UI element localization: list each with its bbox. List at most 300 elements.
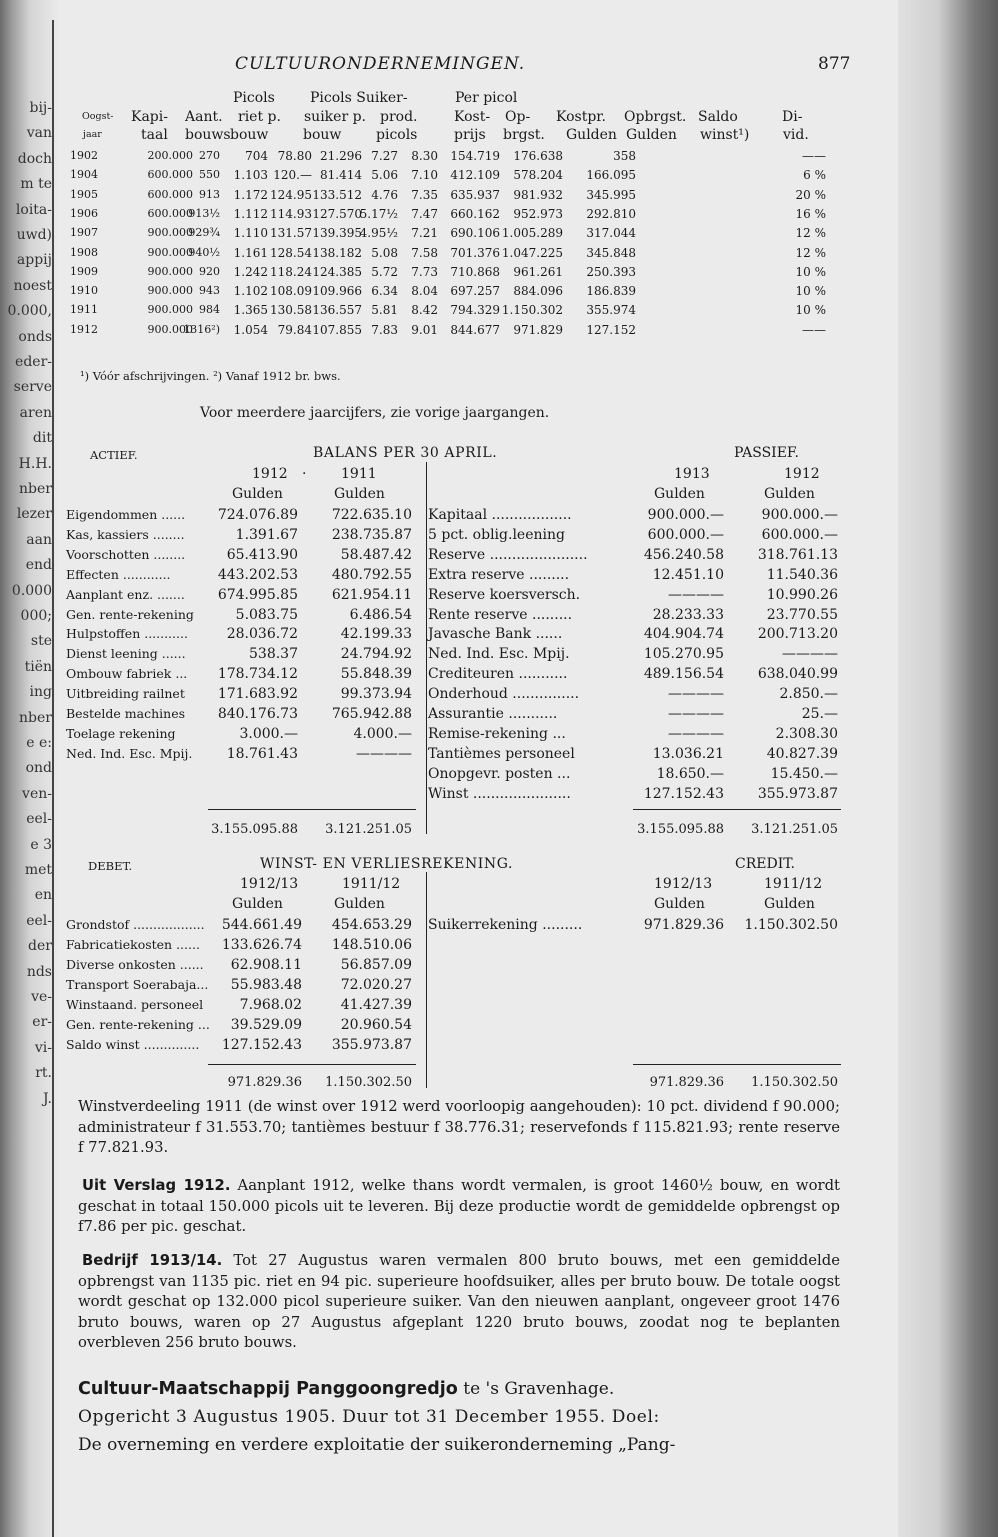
asset-value-1912: 178.734.12	[217, 666, 298, 683]
table-cell: 412.109	[450, 168, 500, 183]
table-cell: 250.393	[586, 264, 636, 279]
table-cell: 133.512	[312, 187, 362, 202]
debit-value-1912-13: 55.983.48	[230, 977, 302, 993]
credit-label: CREDIT.	[735, 856, 795, 872]
table-cell: 12 %	[795, 226, 826, 241]
table-cell: 7.58	[411, 245, 438, 260]
currency-header: Gulden	[764, 486, 815, 502]
table-cell: 1.054	[233, 322, 268, 337]
table-cell: 120.—	[273, 168, 312, 183]
table-cell: 971.829	[513, 322, 563, 337]
debet-label: DEBET.	[88, 859, 133, 873]
table-cell: 1316²)	[183, 322, 220, 336]
credit-value-1912-13: 971.829.36	[643, 917, 724, 933]
table-cell: 1909	[70, 264, 98, 278]
debit-label: Grondstof ..................	[66, 917, 205, 932]
table-cell: 1.172	[233, 187, 268, 202]
table-cell: 7.27	[371, 149, 398, 163]
gutter-fragment: appij	[16, 252, 52, 269]
liability-value-1912: 900.000.—	[761, 507, 838, 523]
table-cell: 20 %	[795, 187, 826, 202]
gutter-fragment: met	[24, 862, 52, 878]
liability-label: Reserve koersversch.	[428, 586, 581, 603]
liability-label: Rente reserve .........	[428, 606, 573, 623]
gutter-fragment: ond	[25, 760, 52, 777]
liability-label: Onderhoud ...............	[428, 686, 580, 703]
liability-label: Javasche Bank ......	[428, 626, 563, 643]
table-cell: 136.557	[312, 303, 362, 318]
table-cell: 952.973	[513, 206, 563, 221]
table-cell: 1908	[70, 245, 98, 259]
table-cell: 108.09	[270, 284, 312, 299]
table-cell: 7.10	[411, 168, 438, 183]
table-cell: 940½	[188, 245, 220, 259]
debit-value-1911-12: 148.510.06	[331, 937, 412, 953]
liability-value-1913: 13.036.21	[652, 745, 724, 762]
table-cell: 8.42	[411, 303, 438, 318]
table-cell: 130.58	[270, 303, 312, 318]
year-header: 1912/13	[240, 876, 299, 892]
table-cell: 6.34	[371, 284, 398, 299]
table-cell: 704	[245, 149, 268, 163]
liability-value-1912: 355.973.87	[757, 785, 838, 802]
header-cell: Saldo	[698, 109, 738, 125]
gutter-fragment: uwd)	[16, 227, 52, 243]
gutter-fragment: end	[25, 557, 52, 574]
table-cell: 358	[613, 149, 636, 163]
liability-label: 5 pct. oblig.leening	[428, 526, 565, 543]
liability-value-1912: 23.770.55	[766, 606, 838, 623]
header-cell: Oogst-	[82, 111, 114, 122]
asset-label: Bestelde machines	[66, 706, 186, 721]
table-cell: 1.161	[233, 245, 268, 260]
liability-value-1912: 10.990.26	[766, 586, 838, 603]
liability-value-1913: ————	[668, 586, 724, 603]
liability-label: Assurantie ...........	[428, 706, 558, 722]
header-cell: prijs	[454, 127, 486, 143]
header-cell: bouw	[303, 127, 342, 143]
page	[58, 0, 898, 1537]
page-number: 877	[818, 54, 851, 74]
table-cell: 292.810	[586, 206, 636, 221]
table-cell: 139.395	[312, 226, 362, 241]
gutter-fragment: eder-	[15, 354, 52, 370]
table-cell: 844.677	[450, 322, 500, 337]
gutter-fragment: serve	[13, 379, 52, 396]
header-cell: riet p.	[238, 109, 281, 125]
header-cell: suiker p.	[304, 109, 367, 125]
liability-label: Kapitaal ..................	[428, 507, 572, 523]
table-cell: 550	[199, 168, 220, 182]
liability-value-1912: 2.850.—	[779, 686, 838, 703]
debit-value-1911-12: 20.960.54	[340, 1017, 412, 1033]
company-founded-line: Opgericht 3 Augustus 1905. Duur tot 31 December 1955. Doel:	[78, 1407, 660, 1427]
liability-label: Remise-rekening ...	[428, 725, 566, 742]
asset-value-1911: 621.954.11	[331, 586, 412, 603]
header-cell: Aant.	[185, 109, 223, 125]
header-cell: Opbrgst.	[624, 109, 687, 125]
header-cell: winst¹)	[700, 127, 750, 143]
debit-value-1911-12: 355.973.87	[331, 1037, 412, 1053]
currency-header: Gulden	[654, 486, 705, 502]
table-cell: ——	[802, 322, 826, 337]
table-cell: 1.047.225	[501, 245, 563, 260]
table-cell: 131.57	[270, 226, 312, 241]
column-rule	[426, 462, 427, 834]
asset-value-1911: 480.792.55	[331, 566, 412, 583]
asset-value-1911: 24.794.92	[340, 646, 412, 663]
debit-value-1911-12: 72.020.27	[340, 977, 412, 993]
bedrijf-paragraph	[78, 1251, 840, 1354]
table-cell: 1907	[70, 226, 98, 240]
debit-value-1911-12: 454.653.29	[331, 917, 412, 933]
liability-label: Reserve ......................	[428, 546, 588, 563]
asset-value-1911: 722.635.10	[331, 507, 412, 523]
debit-value-1912-13: 62.908.11	[230, 957, 302, 973]
asset-value-1911: 55.848.39	[340, 666, 412, 683]
currency-header: Gulden	[334, 486, 385, 502]
table-cell: 1912	[70, 322, 98, 336]
table-cell: 9.01	[411, 322, 438, 337]
header-cell: Picols Suiker-	[310, 90, 408, 106]
table-cell: 900.000	[147, 322, 193, 336]
table-cell: 10 %	[795, 303, 826, 318]
gutter-fragment: 000;	[20, 608, 52, 624]
year-header: 1912	[252, 466, 288, 482]
table-cell: 635.937	[450, 187, 500, 202]
table-cell: 1.103	[233, 168, 268, 183]
production-footnote: ¹) Vóór afschrijvingen. ²) Vanaf 1912 br. bws.	[80, 369, 341, 383]
table-cell: 900.000	[147, 303, 193, 317]
asset-value-1912: 5.083.75	[235, 606, 298, 623]
gutter-fragment: tiën	[24, 658, 52, 675]
year-separator: ·	[302, 466, 307, 482]
gutter-fragment: eel-	[26, 912, 52, 929]
table-cell: 124.95	[270, 187, 312, 202]
asset-value-1911: 58.487.42	[340, 546, 412, 563]
asset-value-1912: 28.036.72	[226, 626, 298, 643]
pl-total: 971.829.36	[227, 1075, 302, 1090]
table-cell: 8.04	[411, 284, 438, 299]
asset-value-1912: 18.761.43	[226, 745, 298, 762]
total-rule	[208, 809, 416, 810]
passief-label: PASSIEF.	[734, 445, 799, 461]
header-cell: Gulden	[566, 127, 617, 143]
asset-value-1911: 238.735.87	[331, 526, 412, 543]
table-cell: 10 %	[795, 284, 826, 299]
header-cell: Op-	[505, 109, 531, 125]
asset-value-1911: ————	[356, 745, 412, 762]
header-cell: Kost-	[454, 109, 491, 125]
gutter-fragment: doch	[17, 150, 52, 167]
asset-value-1912: 443.202.53	[217, 566, 298, 583]
gutter-fragment: ste	[30, 633, 52, 650]
table-cell: 16 %	[795, 206, 826, 221]
balance-total: 3.155.095.88	[637, 822, 724, 837]
liability-value-1913: 489.156.54	[643, 666, 724, 683]
liability-value-1912: 2.308.30	[775, 725, 838, 742]
credit-value-1911-12: 1.150.302.50	[744, 917, 838, 933]
liability-value-1913: ————	[668, 686, 724, 703]
liability-value-1913: ————	[668, 725, 724, 742]
gutter-fragment: vi-	[34, 1039, 52, 1056]
asset-value-1912: 538.37	[249, 646, 298, 663]
liability-value-1913: 127.152.43	[643, 785, 724, 802]
liability-value-1913: 12.451.10	[652, 566, 724, 583]
gutter-fragment: J.	[43, 1090, 52, 1107]
gutter-fragment: aan	[26, 531, 52, 548]
table-cell: 1911	[70, 303, 98, 317]
table-cell: 701.376	[450, 245, 500, 260]
table-cell: 578.204	[513, 168, 563, 183]
asset-value-1912: 1.391.67	[235, 526, 298, 543]
gutter-fragment: lezer	[16, 506, 52, 523]
table-cell: 900.000	[147, 226, 193, 240]
debit-label: Gen. rente-rekening ...	[66, 1017, 210, 1032]
debit-value-1912-13: 544.661.49	[221, 917, 302, 933]
gutter-fragment: e 3	[30, 836, 52, 853]
gutter-fragment: noest	[13, 277, 52, 294]
table-cell: 1905	[70, 187, 98, 201]
gutter-fragment: nber	[19, 481, 52, 497]
table-cell: 4.76	[371, 187, 398, 202]
table-cell: 984	[199, 303, 220, 317]
year-header: 1911/12	[764, 876, 823, 892]
table-cell: 943	[199, 284, 220, 298]
gutter-fragment: dit	[32, 430, 52, 447]
gutter-fragment: nber	[19, 709, 52, 726]
total-rule	[208, 1064, 416, 1065]
header-cell: bouw	[230, 127, 269, 143]
pl-total: 971.829.36	[649, 1075, 724, 1090]
gutter-fragment: 0.000,	[7, 303, 52, 320]
table-cell: 1.110	[233, 226, 268, 241]
asset-label: Effecten ............	[66, 566, 171, 582]
asset-label: Toelage rekening	[66, 725, 176, 741]
table-cell: 884.096	[513, 284, 563, 299]
asset-label: Voorschotten ........	[66, 546, 186, 562]
table-cell: 1.112	[233, 206, 268, 221]
table-cell: 920	[199, 264, 220, 278]
table-cell: 600.000	[147, 168, 193, 182]
gutter-fragment: ing	[29, 684, 52, 701]
liability-value-1913: 105.270.95	[643, 646, 724, 663]
gutter-fragment: eel-	[26, 811, 52, 828]
gutter-fragment: rt.	[35, 1065, 52, 1082]
header-cell: picols	[376, 127, 418, 143]
company-location: te 's Gravenhage.	[457, 1379, 615, 1399]
table-cell: 794.329	[450, 303, 500, 318]
table-cell: 900.000	[147, 245, 193, 259]
currency-header: Gulden	[232, 486, 283, 502]
table-cell: 7.21	[411, 226, 438, 241]
year-header: 1913	[674, 466, 710, 482]
header-cell: prod.	[380, 109, 418, 125]
debit-label: Diverse onkosten ......	[66, 957, 204, 972]
table-cell: 7.73	[411, 264, 438, 279]
currency-header: Gulden	[764, 896, 815, 912]
debit-value-1912-13: 127.152.43	[221, 1037, 302, 1053]
table-cell: ——	[802, 149, 826, 163]
year-header: 1912/13	[654, 876, 713, 892]
company-heading	[78, 1378, 614, 1401]
see-also-note: Voor meerdere jaarcijfers, zie vorige jaargangen.	[200, 405, 550, 421]
table-cell: 7.83	[371, 322, 398, 337]
gutter-fragment: 0.000	[11, 582, 52, 599]
table-cell: 660.162	[450, 206, 500, 221]
liability-value-1912: 25.—	[801, 706, 838, 722]
liability-value-1913: 28.233.33	[652, 606, 724, 623]
asset-value-1912: 65.413.90	[226, 546, 298, 563]
asset-value-1911: 6.486.54	[349, 606, 412, 623]
gutter-fragment: en	[34, 887, 52, 904]
table-cell: 1.102	[233, 284, 268, 299]
table-cell: 913½	[188, 206, 220, 220]
actief-label: ACTIEF.	[90, 448, 138, 462]
table-cell: 127.570	[312, 206, 362, 221]
pl-total: 1.150.302.50	[325, 1075, 412, 1090]
asset-value-1911: 4.000.—	[353, 725, 412, 742]
gutter-fragment: van	[26, 125, 52, 142]
gutter-fragment: aren	[19, 404, 52, 421]
currency-header: Gulden	[232, 896, 283, 912]
table-cell: 355.974	[586, 303, 636, 318]
header-cell: Gulden	[626, 127, 677, 143]
table-cell: 1906	[70, 206, 98, 220]
table-cell: 128.54	[270, 245, 312, 260]
table-cell: 1.365	[233, 303, 268, 318]
table-cell: 345.848	[586, 245, 636, 260]
table-cell: 81.414	[320, 168, 362, 183]
header-cell: taal	[141, 127, 168, 143]
table-cell: 109.966	[312, 284, 362, 299]
liability-value-1912: 40.827.39	[766, 745, 838, 762]
table-cell: 124.385	[312, 264, 362, 279]
table-cell: 1.005.289	[501, 226, 563, 241]
table-cell: 10 %	[795, 264, 826, 279]
table-cell: 600.000	[147, 206, 193, 220]
asset-label: Ned. Ind. Esc. Mpij.	[66, 745, 193, 761]
asset-label: Uitbreiding railnet	[66, 686, 185, 702]
table-cell: 981.932	[513, 187, 563, 202]
verslag-paragraph	[78, 1176, 840, 1238]
table-cell: 114.93	[270, 206, 312, 221]
asset-value-1912: 3.000.—	[239, 725, 298, 742]
table-cell: 1.150.302	[501, 303, 563, 318]
credit-label: Suikerrekening .........	[428, 917, 583, 933]
total-rule	[633, 1064, 841, 1065]
gutter-fragment: der	[28, 938, 52, 955]
table-cell: 12 %	[795, 245, 826, 260]
table-cell: 7.47	[411, 206, 438, 221]
liability-value-1913: 900.000.—	[647, 507, 724, 523]
column-rule	[426, 872, 427, 1088]
table-cell: 21.296	[320, 149, 362, 163]
liability-value-1912: 15.450.—	[770, 765, 838, 782]
liability-value-1913: 404.904.74	[643, 626, 724, 643]
liability-value-1912: 200.713.20	[757, 626, 838, 643]
company-name: Cultuur-Maatschappij Panggoongredjo	[78, 1379, 458, 1399]
debit-value-1912-13: 133.626.74	[221, 937, 302, 953]
asset-value-1912: 171.683.92	[217, 686, 298, 703]
debit-value-1911-12: 56.857.09	[340, 957, 412, 973]
table-cell: 697.257	[450, 284, 500, 299]
header-cell: jaar	[83, 129, 102, 140]
table-cell: 176.638	[513, 149, 563, 163]
table-cell: 1902	[70, 149, 98, 162]
asset-value-1911: 765.942.88	[331, 706, 412, 722]
table-cell: 270	[199, 149, 220, 162]
table-cell: 1910	[70, 284, 98, 298]
liability-value-1913: ————	[668, 706, 724, 722]
asset-value-1911: 99.373.94	[340, 686, 412, 703]
table-cell: 929¾	[188, 226, 220, 240]
gutter-fragment: H.H.	[18, 455, 52, 472]
table-cell: 138.182	[312, 245, 362, 260]
gutter-fragment: ve-	[31, 989, 52, 1005]
table-cell: 710.868	[450, 264, 500, 279]
table-cell: 600.000	[147, 187, 193, 201]
currency-header: Gulden	[654, 896, 705, 912]
liability-value-1913: 456.240.58	[643, 546, 724, 563]
table-cell: 118.24	[270, 264, 312, 279]
liability-label: Ned. Ind. Esc. Mpij.	[428, 646, 570, 663]
liability-label: Winst ......................	[428, 785, 571, 802]
table-cell: 5.17½	[359, 206, 398, 221]
liability-value-1913: 18.650.—	[656, 765, 724, 782]
debit-label: Saldo winst ..............	[66, 1037, 200, 1052]
header-cell: Per picol	[455, 90, 518, 106]
asset-value-1912: 724.076.89	[217, 507, 298, 523]
liability-value-1912: 318.761.13	[757, 546, 838, 563]
asset-label: Ombouw fabriek ...	[66, 666, 188, 682]
page-title: CULTUURONDERNEMINGEN.	[235, 54, 526, 74]
table-cell: 7.35	[411, 187, 438, 202]
year-header: 1911	[341, 466, 377, 482]
header-cell: brgst.	[503, 127, 545, 143]
header-cell: Kostpr.	[556, 109, 606, 125]
balance-total: 3.121.251.05	[751, 822, 838, 837]
table-cell: 913	[199, 187, 220, 201]
gutter-fragment: nds	[26, 963, 52, 980]
balance-total: 3.121.251.05	[325, 822, 412, 837]
header-cell: Picols	[233, 90, 275, 106]
gutter-fragment: onds	[18, 328, 52, 345]
liability-value-1912: 600.000.—	[761, 526, 838, 543]
table-cell: 1904	[70, 168, 98, 182]
liability-label: Onopgevr. posten ...	[428, 765, 571, 782]
table-cell: 200.000	[147, 149, 193, 162]
table-cell: 690.106	[450, 226, 500, 241]
balance-title: BALANS PER 30 APRIL.	[313, 445, 498, 461]
gutter-fragment: m te	[20, 176, 52, 193]
table-cell: 79.84	[277, 322, 312, 337]
bedrijf-text: Tot 27 Augustus waren vermalen 800 bruto bouws, met een gemiddelde opbrengst van 1135 pic. riet en 94 pic. superieure hoofdsuiker, alles per bruto bouw. De totale oogst wordt geschat op 132.000 picol superieure suiker. Van den nieuwen aanplant, ongeveer groot 1476 bruto bouws, waren op 27 Augustus afgeplant 1220 bruto bouws, zoodat nog te beplanten overbleven 256 bruto bouws.	[78, 1252, 840, 1351]
table-cell: 345.995	[586, 187, 636, 202]
liability-label: Extra reserve .........	[428, 566, 570, 583]
asset-value-1912: 840.176.73	[217, 706, 298, 722]
table-cell: 1.242	[233, 264, 268, 279]
pl-total: 1.150.302.50	[751, 1075, 838, 1090]
table-cell: 5.72	[371, 264, 398, 279]
header-cell: vid.	[783, 127, 809, 143]
asset-label: Aanplant enz. .......	[66, 586, 185, 602]
asset-label: Kas, kassiers ........	[66, 526, 185, 542]
table-cell: 6 %	[803, 168, 826, 183]
table-cell: 166.095	[586, 168, 636, 183]
table-cell: 5.08	[371, 245, 398, 260]
table-cell: 127.152	[586, 322, 636, 337]
